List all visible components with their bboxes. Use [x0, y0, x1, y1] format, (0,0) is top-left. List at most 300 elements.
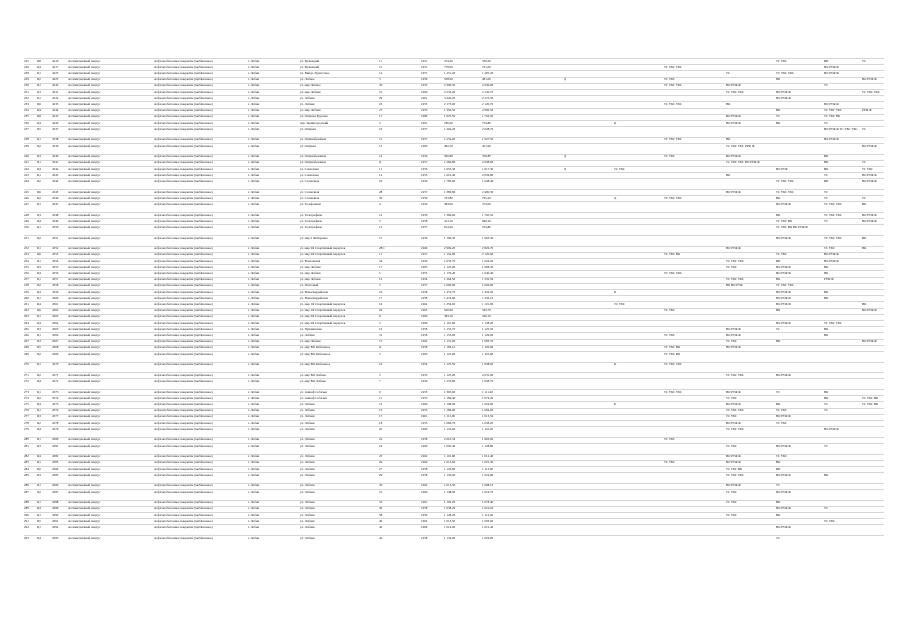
table-cell: г. Лобня	[248, 277, 260, 282]
table-cell: ВК	[824, 264, 829, 269]
table-cell: ТС	[862, 58, 867, 63]
table-cell: 30	[379, 195, 383, 200]
table-cell: г. Лобня	[248, 414, 260, 419]
table-cell: Ассиметричный пандус	[68, 143, 101, 148]
table-cell: 15	[379, 339, 383, 344]
table-cell: 4585	[52, 472, 59, 477]
table-cell: 25	[379, 454, 383, 459]
table-cell: ВО РУФ Ф	[862, 77, 877, 82]
table-cell: ВК	[726, 172, 731, 177]
table-cell: 285	[24, 472, 29, 477]
table-cell: г. Лобня	[248, 178, 260, 183]
table-cell: 1 154,00	[444, 252, 456, 257]
table-cell: 1 765,50	[482, 212, 494, 217]
table-cell: Асфальтобетонное покрытие (щебёночное)	[154, 283, 213, 288]
table-cell: 2 038,60	[482, 160, 494, 165]
table-cell: 290	[24, 512, 29, 517]
table-cell: ТС	[776, 535, 781, 540]
table-cell: ВО РУФ Ф	[726, 460, 741, 465]
table-cell: г. Лобня	[248, 189, 260, 194]
table-cell: 4555	[52, 264, 59, 269]
table-cell: 31	[379, 489, 383, 494]
table-cell: г. Лобня	[248, 460, 260, 465]
table-cell: 4560	[52, 295, 59, 300]
table-cell: 1 655,30	[444, 166, 456, 171]
table-cell: 1 013,50	[444, 518, 456, 523]
table-cell: ул. Лобная	[300, 512, 315, 517]
table-cell: 1 125,00	[444, 372, 456, 377]
table-cell: 15	[379, 235, 383, 240]
table-cell: Асфальтобетонное покрытие (щебёночное)	[154, 314, 213, 319]
table-cell: 1951	[421, 64, 428, 69]
table-cell: 11	[379, 395, 383, 400]
table-cell: 1 284,80	[444, 160, 456, 165]
table-cell: Ассиметричный пандус	[68, 466, 101, 471]
table-cell: 3	[379, 351, 381, 356]
table-cell: 4584	[52, 466, 59, 471]
table-cell: ТС УБС УБС	[726, 277, 745, 282]
table-cell: 4232	[52, 95, 59, 100]
table-cell: 228	[24, 70, 29, 75]
table-cell: 1960	[421, 524, 428, 529]
table-cell: 1 024,00	[482, 401, 494, 406]
table-cell: Ц6	[37, 308, 41, 313]
table-cell: 1956	[421, 154, 428, 159]
table-cell: 1 927,50	[482, 137, 494, 142]
table-cell: Ц2	[37, 283, 41, 288]
table-cell: ВО РУФ Ф	[776, 235, 791, 240]
table-cell: 1956	[421, 332, 428, 337]
table-cell: ул. Лобная	[300, 443, 315, 448]
table-cell: 4549	[52, 218, 59, 223]
table-cell: ТС УБС УБС ВО РУФ Ф	[726, 160, 760, 165]
table-cell: Асфальтобетонное покрытие (щебёночное)	[154, 95, 213, 100]
table-cell: 5	[379, 372, 381, 377]
table-cell: 4539	[52, 143, 59, 148]
table-cell: ул. Лобная	[300, 414, 315, 419]
table-cell: 1962	[421, 339, 428, 344]
table-cell: 1966	[421, 143, 428, 148]
table-cell: 38	[379, 512, 383, 517]
table-cell: 2 028,70	[482, 126, 494, 131]
table-cell: Асфальтобетонное покрытие (щебёночное)	[154, 408, 213, 413]
table-cell: 4225	[52, 77, 59, 82]
table-cell: ТС УБС УБС	[664, 270, 683, 275]
table-cell: 1 113,00	[482, 466, 494, 471]
table-cell: 29	[379, 472, 383, 477]
table-cell: 1 068,30	[482, 264, 494, 269]
table-cell: ТС УБС УБС	[776, 283, 795, 288]
table-cell: ВК	[776, 401, 781, 406]
table-cell: г. Лобня	[248, 339, 260, 344]
table-cell: ТС	[824, 189, 829, 194]
table-cell: 1957	[421, 126, 428, 131]
table-cell: 1953	[421, 270, 428, 275]
table-cell: Асфальтобетонное покрытие (щебёночное)	[154, 351, 213, 356]
table-cell: Ц4	[37, 218, 41, 223]
table-cell: 261	[24, 301, 29, 306]
table-cell: 1956	[421, 166, 428, 171]
table-cell: 2 059,80	[482, 172, 494, 177]
table-cell: 2	[379, 120, 381, 125]
table-cell: 1959	[421, 512, 428, 517]
table-cell: 1 125,00	[444, 264, 456, 269]
table-cell: ул. мкр ВО Кабельное	[300, 351, 331, 356]
table-cell: Асфальтобетонное покрытие (щебёночное)	[154, 372, 213, 377]
table-cell: ВК ВО РУФ	[726, 283, 743, 288]
table-cell: 289	[24, 506, 29, 511]
table-cell: ВО РУФ Ф	[726, 154, 741, 159]
table-cell: ТС УБС	[726, 395, 738, 400]
table-cell: г. Лобня	[248, 126, 260, 131]
table-cell: Ассиметричный пандус	[68, 320, 101, 325]
table-cell: ТС УБС	[776, 252, 788, 257]
table-cell: 13	[379, 224, 383, 229]
table-cell: 25	[379, 178, 383, 183]
table-cell: ТС	[824, 408, 829, 413]
table-cell: 4561	[52, 301, 59, 306]
table-cell: Ассиметричный пандус	[68, 295, 101, 300]
table-cell: Ассиметричный пандус	[68, 195, 101, 200]
table-cell: 2 130,70	[482, 89, 494, 94]
table-cell: 287	[24, 489, 29, 494]
table-cell: 1951	[421, 58, 428, 63]
table-cell: Асфальтобетонное покрытие (щебёночное)	[154, 166, 213, 171]
table-cell: ТС УБС	[726, 512, 738, 517]
table-cell: ул. Новогвардейская	[300, 289, 328, 294]
table-cell: 263	[24, 314, 29, 319]
table-cell: 278	[24, 420, 29, 425]
table-cell: ТС УБС ВК	[862, 395, 879, 400]
table-cell: 4572	[52, 378, 59, 383]
table-cell: 1955	[421, 395, 428, 400]
table-cell: Ассиметричный пандус	[68, 224, 101, 229]
table-cell: 1955	[421, 172, 428, 177]
table-cell: ВО РУФ Ф	[726, 114, 741, 119]
table-cell: г. Лобня	[248, 114, 260, 119]
table-cell: г. Лобня	[248, 212, 260, 217]
table-cell: г. Лобня	[248, 166, 260, 171]
table-cell: Ассиметричный пандус	[68, 283, 101, 288]
table-cell: 40	[379, 518, 383, 523]
table-cell: 1961	[421, 95, 428, 100]
table-cell: ВК	[776, 212, 781, 217]
table-cell: 20	[379, 426, 383, 431]
table-cell: Ассиметричный пандус	[68, 270, 101, 275]
table-cell: 2 001,50	[444, 437, 456, 442]
table-cell: ул. Лобная	[300, 454, 315, 459]
table-cell: 4567	[52, 339, 59, 344]
table-cell: 1963	[421, 351, 428, 356]
table-cell: Ц4	[37, 401, 41, 406]
table-cell: ВО РУФ Ф	[776, 95, 791, 100]
table-cell: 4569	[52, 351, 59, 356]
table-cell: ВО РУФ Ф	[776, 443, 791, 448]
table-cell: 1 264,20	[444, 126, 456, 131]
table-cell: 280	[24, 437, 29, 442]
table-cell: г. Лобня	[248, 389, 260, 394]
table-cell: Ц1	[37, 95, 41, 100]
table-cell: ТС	[824, 120, 829, 125]
table-cell: г. Лобня	[248, 289, 260, 294]
table-cell: ул. Лобная	[300, 524, 315, 529]
table-cell: Ц3	[37, 472, 41, 477]
table-cell: ВК	[776, 339, 781, 344]
table-cell: ВО РУФ Ф	[776, 295, 791, 300]
table-cell: ул. мкр Лобная	[300, 264, 321, 269]
table-cell: 26	[379, 460, 383, 465]
table-cell: Ц1	[37, 201, 41, 206]
table-cell: г. Лобня	[248, 443, 260, 448]
table-cell: 4217	[52, 64, 59, 69]
table-cell: Асфальтобетонное покрытие (щебёночное)	[154, 466, 213, 471]
table-cell: 15	[379, 64, 383, 69]
table-cell: 42	[379, 524, 383, 529]
table-cell: 237	[24, 126, 29, 131]
table-cell: ВО РУФ Ф	[776, 270, 791, 275]
table-cell: 4553	[52, 252, 59, 257]
table-cell: ул. Виндо Туристское	[300, 70, 330, 75]
table-cell: 1 083,70	[482, 339, 494, 344]
table-cell: 5	[379, 218, 381, 223]
table-cell: Ц1	[37, 246, 41, 251]
table-cell: ВО РУФ Ф	[824, 426, 839, 431]
table-cell: 1958	[421, 289, 428, 294]
table-cell: 1 126,80	[444, 466, 456, 471]
table-cell: 12	[379, 143, 383, 148]
table-cell: ВО РУФ Ф	[862, 339, 877, 344]
table-cell: ВК	[776, 195, 781, 200]
table-cell: ул. Кузнецкий	[300, 58, 320, 63]
table-cell: ВО РУФ Ф	[726, 389, 741, 394]
table-cell: 274	[24, 395, 29, 400]
table-cell: Ассиметричный пандус	[68, 308, 101, 313]
table-cell: ТС УБС ВК	[726, 466, 743, 471]
table-cell: 1960	[421, 489, 428, 494]
table-cell: 4233	[52, 101, 59, 106]
table-cell: 265	[24, 326, 29, 331]
table-cell: 4575	[52, 401, 59, 406]
table-cell: г. Лобня	[248, 408, 260, 413]
table-cell: Ассиметричный пандус	[68, 95, 101, 100]
table-cell: 1956	[421, 195, 428, 200]
table-cell: Асфальтобетонное покрытие (щебёночное)	[154, 270, 213, 275]
table-cell: 245	[24, 189, 29, 194]
table-cell: Асфальтобетонное покрытие (щебёночное)	[154, 70, 213, 75]
table-cell: ТС	[776, 483, 781, 488]
table-cell: ТС УБС УБС	[776, 189, 795, 194]
table-cell: РУФ Ф	[824, 277, 834, 282]
table-cell: 1 166,30	[444, 235, 456, 240]
table-cell: ул. Почтовый	[300, 283, 319, 288]
table-cell: Асфальтобетонное покрытие (щебёночное)	[154, 524, 213, 529]
table-cell: Асфальтобетонное покрытие (щебёночное)	[154, 126, 213, 131]
table-cell: 283	[24, 460, 29, 465]
table-cell: ул. Кузнецкий	[300, 64, 320, 69]
table-cell: г. Лобня	[248, 500, 260, 505]
table-cell: Ц4	[37, 320, 41, 325]
table-cell: 1 254,20	[444, 137, 456, 142]
table-cell: Ассиметричный пандус	[68, 443, 101, 448]
table-cell: г. Лобня	[248, 506, 260, 511]
table-cell: Ц1	[37, 483, 41, 488]
table-cell: Ассиметричный пандус	[68, 351, 101, 356]
table-cell: 4210	[52, 58, 59, 63]
table-cell: 1958	[421, 326, 428, 331]
table-cell: ул. Новогвардейская	[300, 295, 328, 300]
table-cell: 1958	[421, 295, 428, 300]
table-cell: 1 033,70	[444, 258, 456, 263]
table-cell: 1 125,50	[482, 326, 494, 331]
table-cell: Д	[564, 77, 567, 82]
table-cell: 30	[379, 83, 383, 88]
table-cell: Ц1	[37, 137, 41, 142]
table-cell: Асфальтобетонное покрытие (щебёночное)	[154, 235, 213, 240]
table-cell: 1954	[421, 362, 428, 367]
table-cell: ВК	[824, 166, 829, 171]
table-cell: г. Лобня	[248, 512, 260, 517]
table-cell: 247	[24, 201, 29, 206]
table-cell: ТС	[824, 443, 829, 448]
table-cell: Ассиметричный пандус	[68, 58, 101, 63]
table-cell: ТС УБС УБС	[664, 362, 683, 367]
table-cell: ул. Лобная	[300, 437, 315, 442]
table-cell: 339,30	[482, 58, 491, 63]
table-cell: г. Лобня	[248, 332, 260, 337]
table-cell: Ассиметричный пандус	[68, 408, 101, 413]
table-cell: ВО РУФ Ф	[726, 454, 741, 459]
table-cell: Ассиметричный пандус	[68, 289, 101, 294]
table-cell: 1 638,40	[482, 178, 494, 183]
table-cell: 763,80	[444, 195, 453, 200]
table-cell: ул. Лобная	[300, 95, 315, 100]
table-cell: 1 014,00	[444, 524, 456, 529]
table-cell: 31	[379, 332, 383, 337]
table-cell: Асфальтобетонное покрытие (щебёночное)	[154, 454, 213, 459]
table-cell: Ассиметричный пандус	[68, 89, 101, 94]
table-cell: ТС УБС УБС	[862, 89, 881, 94]
table-cell: Ассиметричный пандус	[68, 64, 101, 69]
table-cell: 1 432,10	[482, 295, 494, 300]
table-cell: ВК	[862, 201, 867, 206]
table-cell: Ассиметричный пандус	[68, 235, 101, 240]
table-cell: 8	[379, 314, 381, 319]
table-cell: г. Лобня	[248, 235, 260, 240]
table-cell: Ц4	[37, 506, 41, 511]
table-cell: ТС	[776, 326, 781, 331]
table-cell: ТС	[824, 506, 829, 511]
table-cell: Асфальтобетонное покрытие (щебёночное)	[154, 212, 213, 217]
table-cell: 1955	[421, 420, 428, 425]
table-cell: Ц6	[37, 466, 41, 471]
table-cell: 814,20	[444, 224, 453, 229]
table-cell: г. Лобня	[248, 308, 260, 313]
table-cell: ВО РУФ Ф	[726, 420, 741, 425]
table-cell: 1956	[421, 212, 428, 217]
table-cell: ТС УБС УБС	[664, 137, 683, 142]
table-cell: 276	[24, 408, 29, 413]
table-cell: 1 101,90	[482, 301, 494, 306]
table-cell: ул. Лобная	[300, 483, 315, 488]
table-cell: ул. Лобная	[300, 489, 315, 494]
table-cell: ВО РУФ Ф	[776, 524, 791, 529]
table-cell: Ассиметричный пандус	[68, 326, 101, 331]
table-cell: г. Лобня	[248, 351, 260, 356]
table-cell: ВК	[726, 137, 731, 142]
table-cell: 286	[24, 483, 29, 488]
table-cell: 246	[24, 195, 29, 200]
table-cell: 1 256,00	[444, 301, 456, 306]
table-cell: 1 474,70	[444, 289, 456, 294]
table-cell: 244	[24, 178, 29, 183]
table-cell: 4558	[52, 283, 59, 288]
table-cell: ВО РУФ Ф	[726, 332, 741, 337]
table-cell: Ассиметричный пандус	[68, 154, 101, 159]
table-cell: г. Лобня	[248, 270, 260, 275]
table-cell: ул. Солнечная	[300, 178, 320, 183]
table-cell: 293	[24, 535, 29, 540]
table-cell: 15	[379, 408, 383, 413]
table-cell: 1957	[421, 224, 428, 229]
table-cell: ВК	[824, 295, 829, 300]
table-cell: 36	[379, 506, 383, 511]
table-cell: 1 110,20	[482, 426, 494, 431]
table-cell: 4225	[52, 70, 59, 75]
table-cell: 4230	[52, 83, 59, 88]
table-cell: ВО РУФ Ф	[776, 301, 791, 306]
table-cell: 291	[24, 518, 29, 523]
table-cell: г. Лобня	[248, 77, 260, 82]
table-cell: Асфальтобетонное покрытие (щебёночное)	[154, 332, 213, 337]
table-cell: г. Лобня	[248, 258, 260, 263]
table-cell: г. Лобня	[248, 160, 260, 165]
table-cell: 243	[24, 172, 29, 177]
table-cell: 1 002,40	[444, 443, 456, 448]
table-cell: 270	[24, 362, 29, 367]
table-cell: 1 186,00	[444, 408, 456, 413]
table-cell: Ассиметричный пандус	[68, 201, 101, 206]
table-cell: Асфальтобетонное покрытие (щебёночное)	[154, 437, 213, 442]
table-cell: ул. Телеграфная	[300, 224, 322, 229]
table-cell: 4581	[52, 443, 59, 448]
table-cell: Асфальтобетонное покрытие (щебёночное)	[154, 395, 213, 400]
table-cell: 4582	[52, 454, 59, 459]
table-cell: ВК	[824, 178, 829, 183]
table-cell: Асфальтобетонное покрытие (щебёночное)	[154, 264, 213, 269]
table-cell: г. Лобня	[248, 320, 260, 325]
table-cell: 236	[24, 120, 29, 125]
table-cell: ул. Лобная	[300, 401, 315, 406]
table-cell: 1 102,20	[444, 500, 456, 505]
table-cell: 2 272,50	[482, 95, 494, 100]
table-cell: 44	[379, 535, 383, 540]
table-cell: 1 384,60	[444, 212, 456, 217]
table-cell: 1 183,10	[444, 345, 456, 350]
table-cell: ВО РУФ Ф	[824, 101, 839, 106]
table-cell: г. Лобня	[248, 120, 260, 125]
table-cell: Асфальтобетонное покрытие (щебёночное)	[154, 143, 213, 148]
table-cell: 17	[379, 114, 383, 119]
table-cell: ул. мкр 2Я Спортивный переулок	[300, 320, 346, 325]
table-cell: Асфальтобетонное покрытие (щебёночное)	[154, 154, 213, 159]
table-cell: 1963	[421, 264, 428, 269]
table-cell: г. Лобня	[248, 143, 260, 148]
table-cell: Асфальтобетонное покрытие (щебёночное)	[154, 58, 213, 63]
table-cell: 413,10	[444, 218, 453, 223]
table-cell: г. Лобня	[248, 108, 260, 113]
table-cell: ТС УБС	[664, 332, 676, 337]
table-cell: Ц8	[37, 114, 41, 119]
